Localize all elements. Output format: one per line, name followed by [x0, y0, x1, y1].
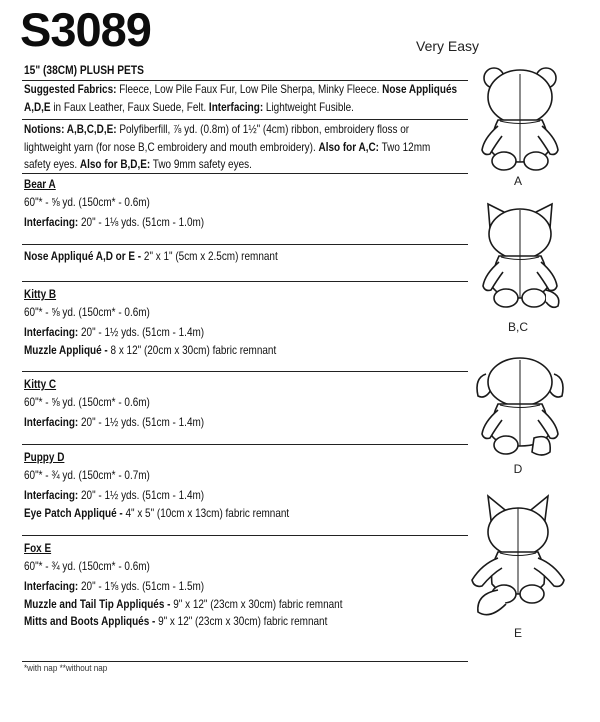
divider: [22, 119, 468, 120]
divider: [22, 661, 468, 662]
kitty-illustration: [470, 198, 570, 316]
suggested-fabrics: Suggested Fabrics: Fleece, Low Pile Faux Fur, Low Pile Sherpa, Minky Fleece. Nose Appliqués A,D,E in Faux Leather, Faux Suede, Felt. Interfacing: Lightweight Fusible.: [24, 82, 458, 114]
section-puppy-d: Puppy D 60"* - ¾ yd. (150cm* - 0.7m) Interfacing: 20" - 1½ yds. (51cm - 1.4m) Eye Patch Appliqué - 4" x 5" (10cm x 13cm) fabric remnant: [24, 449, 456, 522]
puppy-illustration: [468, 352, 572, 462]
divider: [22, 281, 468, 282]
difficulty-label: Very Easy: [416, 38, 480, 54]
section-title: Kitty C: [24, 377, 57, 391]
section-title: Puppy D: [24, 450, 65, 464]
figure-label-d: D: [513, 462, 523, 476]
divider: [22, 444, 468, 445]
figure-label-bc: B,C: [507, 320, 528, 334]
figure-label-e: E: [513, 626, 522, 640]
notions: Notions: A,B,C,D,E: Polyfiberfill, ⅞ yd. (0.8m) of 1½" (4cm) ribbon, embroidery floss or lightweight yarn (for nose B,C embroidery and mouth embroidery). Also for A,C: Two 12mm safety eyes. Also for B,D,E: Two 9mm safety eyes.: [24, 122, 431, 171]
divider: [22, 371, 468, 372]
figure-label-a: A: [513, 174, 522, 188]
fox-illustration: [462, 494, 574, 622]
section-title: Bear A: [24, 177, 56, 191]
divider: [22, 535, 468, 536]
divider: [22, 173, 468, 174]
section-title: Fox E: [24, 541, 52, 555]
footnote: *with nap **without nap: [24, 663, 108, 673]
bear-illustration: [470, 64, 570, 174]
pattern-code: S3089: [20, 3, 151, 56]
page-subtitle: 15" (38CM) PLUSH PETS: [24, 63, 144, 77]
section-fox-e: Fox E 60"* - ¾ yd. (150cm* - 0.6m) Interfacing: 20" - 1⅝ yds. (51cm - 1.5m) Muzzle and Tail Tip Appliqués - 9" x 12" (23cm x 30cm) fabric remnant Mitts and Boots Appliqués - 9" x 12" (23cm x 30cm) fabric remnant: [24, 540, 456, 631]
section-kitty-c: Kitty C 60"* - ⅝ yd. (150cm* - 0.6m) Interfacing: 20" - 1½ yds. (51cm - 1.4m): [24, 376, 456, 432]
section-title: Kitty B: [24, 287, 57, 301]
section-nose-applique: Nose Appliqué A,D or E - 2" x 1" (5cm x 2.5cm) remnant: [24, 249, 278, 263]
divider: [22, 244, 468, 245]
section-bear-a: Bear A 60"* - ⅝ yd. (150cm* - 0.6m) Interfacing: 20" - 1⅛ yds. (51cm - 1.0m): [24, 176, 456, 232]
section-kitty-b: Kitty B 60"* - ⅝ yd. (150cm* - 0.6m) Interfacing: 20" - 1½ yds. (51cm - 1.4m) Muzzle Appliqué - 8 x 12" (20cm x 30cm) fabric remnant: [24, 286, 456, 359]
